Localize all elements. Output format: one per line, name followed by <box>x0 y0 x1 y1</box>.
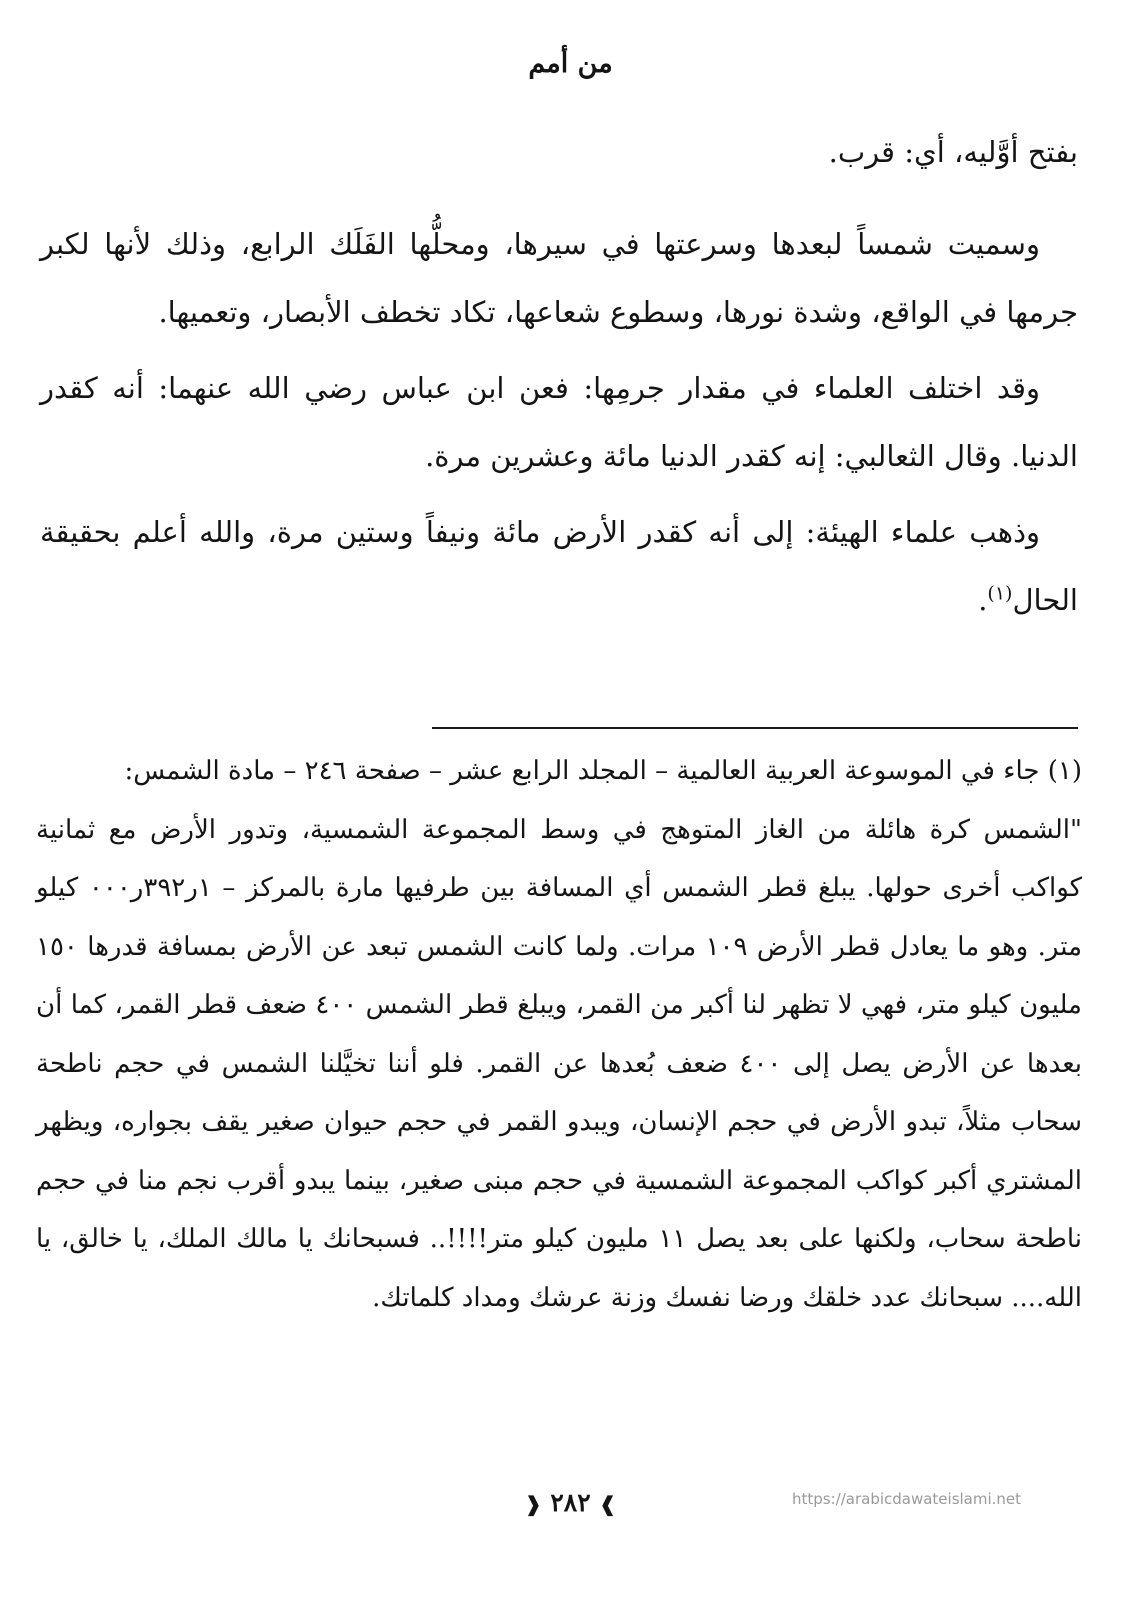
footnote-1-quote: "الشمس كرة هائلة من الغاز المتوهج في وسط المجموعة الشمسية، وتدور الأرض مع ثمانية كواكب أخرى حولها. يبلغ قطر الشمس أي المسافة بين طرفيها مارة بالمركز – ١ر٣٩٢ر٠٠٠ كيلو متر. وهو ما يعادل قطر الأرض ١٠٩ مرات. ولما كانت الشمس تبعد عن الأرض بمسافة قدرها ١٥٠ مليون كيلو متر، فهي لا تظهر لنا أكبر من القمر، ويبلغ قطر الشمس ٤٠٠ ضعف قطر القمر، كما أن بعدها عن الأرض يصل إلى ٤٠٠ ضعف بُعدها عن القمر. فلو أننا تخيَّلنا الشمس في حجم ناطحة سحاب مثلاً، تبدو الأرض في حجم الإنسان، ويبدو القمر في حجم حيوان صغير يقف بجواره، ويظهر المشتري أكبر كواكب المجموعة الشمسية في حجم مبنى صغير، بينما يبدو أقرب نجم منا في حجم ناطحة سحاب، ولكنها على بعد يصل ١١ مليون كيلو متر!!!!.. فسبحانك يا مالك الملك، يا خالق، يا الله.... سبحانك عدد خلقك ورضا نفسك وزنة عرشك ومداد كلماتك. <box>36 814 1083 1313</box>
paragraph-1: بفتح أوَّليه، أي: قرب. <box>828 135 1078 169</box>
paragraph-4 <box>40 498 1078 634</box>
watermark-url: https://arabicdawateislami.net <box>792 1490 1022 1508</box>
running-title: من أمم <box>528 48 613 79</box>
ornament-right: ❱ <box>599 1492 617 1516</box>
paragraph-2: وسميت شمساً لبعدها وسرعتها في سيرها، ومحلُّها الفَلَك الرابع، وذلك لأنها لكبر جرمها في الواقع، وشدة نورها، وسطوع شعاعها، تكاد تخطف الأبصار، وتعميها. <box>40 227 1078 329</box>
paragraph-4-text: وذهب علماء الهيئة: إلى أنه كقدر الأرض مائة ونيفاً وستين مرة، والله أعلم بحقيقة الحال <box>40 515 1078 617</box>
footnote-separator <box>432 727 1078 729</box>
footnote-1-citation: (١) جاء في الموسوعة العربية العالمية – المجلد الرابع عشر – صفحة ٢٤٦ – مادة الشمس: <box>124 756 1082 786</box>
main-text <box>40 118 1078 642</box>
paragraph-4-period: . <box>978 583 988 617</box>
ornament-left: ❰ <box>524 1492 542 1516</box>
footnotes-section <box>36 742 1082 1327</box>
page-number-value: ٢٨٢ <box>550 1488 591 1517</box>
paragraph-3: وقد اختلف العلماء في مقدار جرمِها: فعن ابن عباس رضي الله عنهما: أنه كقدر الدنيا. وقال الثعالبي: إنه كقدر الدنيا مائة وعشرين مرة. <box>40 371 1078 473</box>
footnote-reference[interactable]: (١) <box>987 582 1013 605</box>
